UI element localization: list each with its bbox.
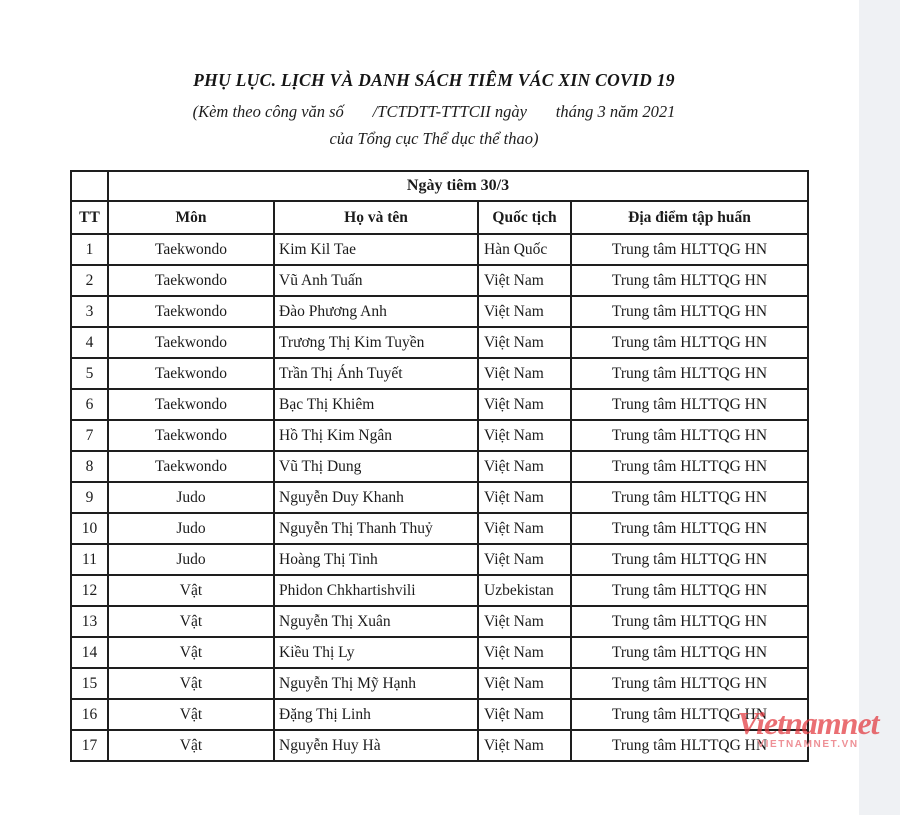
cell-sport: Taekwondo — [108, 451, 274, 482]
cell-tt: 3 — [71, 296, 108, 327]
cell-nationality: Việt Nam — [478, 606, 571, 637]
cell-nationality: Việt Nam — [478, 327, 571, 358]
table-row — [71, 730, 808, 761]
table-row — [71, 575, 808, 606]
cell-name: Bạc Thị Khiêm — [274, 389, 478, 420]
cell-sport: Vật — [108, 575, 274, 606]
cell-sport: Taekwondo — [108, 234, 274, 265]
table-row — [71, 637, 808, 668]
cell-location: Trung tâm HLTTQG HN — [571, 637, 808, 668]
cell-name: Phidon Chkhartishvili — [274, 575, 478, 606]
cell-nationality: Việt Nam — [478, 451, 571, 482]
vietnamnet-site-text: VIETNAMNET.VN — [757, 739, 859, 751]
cell-name: Nguyễn Thị Mỹ Hạnh — [274, 668, 478, 699]
table-row — [71, 420, 808, 451]
cell-sport: Taekwondo — [108, 265, 274, 296]
cell-sport: Taekwondo — [108, 358, 274, 389]
cell-tt: 1 — [71, 234, 108, 265]
table-row — [71, 389, 808, 420]
cell-nationality: Việt Nam — [478, 296, 571, 327]
cell-sport: Vật — [108, 668, 274, 699]
cell-name: Kiều Thị Ly — [274, 637, 478, 668]
table-row — [71, 699, 808, 730]
column-header-location: Địa điểm tập huấn — [571, 201, 808, 234]
cell-location: Trung tâm HLTTQG HN — [571, 513, 808, 544]
cell-location: Trung tâm HLTTQG HN — [571, 389, 808, 420]
cell-location: Trung tâm HLTTQG HN — [571, 234, 808, 265]
cell-nationality: Việt Nam — [478, 637, 571, 668]
document-subtitle-line1: (Kèm theo công văn số /TCTDTT-TTTCII ngày tháng 3 năm 2021 — [192, 102, 676, 121]
document-header — [0, 70, 868, 149]
cell-nationality: Việt Nam — [478, 482, 571, 513]
document-title: PHỤ LỤC. LỊCH VÀ DANH SÁCH TIÊM VÁC XIN COVID 19 — [193, 70, 675, 90]
cell-sport: Vật — [108, 637, 274, 668]
table-head — [71, 171, 808, 234]
cell-nationality: Việt Nam — [478, 668, 571, 699]
cell-sport: Taekwondo — [108, 327, 274, 358]
cell-name: Nguyễn Huy Hà — [274, 730, 478, 761]
table-row — [71, 327, 808, 358]
cell-location: Trung tâm HLTTQG HN — [571, 606, 808, 637]
cell-sport: Taekwondo — [108, 420, 274, 451]
cell-tt: 9 — [71, 482, 108, 513]
cell-nationality: Việt Nam — [478, 699, 571, 730]
vietnamnet-logo: Vietnamnet — [737, 705, 879, 741]
table-row — [71, 668, 808, 699]
cell-nationality: Uzbekistan — [478, 575, 571, 606]
table-row — [71, 234, 808, 265]
cell-sport: Vật — [108, 699, 274, 730]
cell-location: Trung tâm HLTTQG HN — [571, 699, 808, 730]
cell-tt: 12 — [71, 575, 108, 606]
cell-nationality: Việt Nam — [478, 544, 571, 575]
cell-location: Trung tâm HLTTQG HN — [571, 358, 808, 389]
vaccination-table-body — [71, 234, 808, 761]
column-header-tt: TT — [71, 201, 108, 234]
table-row — [71, 482, 808, 513]
cell-name: Kim Kil Tae — [274, 234, 478, 265]
cell-location: Trung tâm HLTTQG HN — [571, 482, 808, 513]
cell-name: Trương Thị Kim Tuyền — [274, 327, 478, 358]
group-header-cell: Ngày tiêm 30/3 — [108, 171, 808, 201]
cell-nationality: Việt Nam — [478, 265, 571, 296]
corner-cell-empty — [71, 171, 108, 201]
cell-tt: 4 — [71, 327, 108, 358]
cell-location: Trung tâm HLTTQG HN — [571, 296, 808, 327]
table-row — [71, 606, 808, 637]
cell-location: Trung tâm HLTTQG HN — [571, 265, 808, 296]
cell-name: Trần Thị Ánh Tuyết — [274, 358, 478, 389]
cell-nationality: Việt Nam — [478, 389, 571, 420]
cell-tt: 16 — [71, 699, 108, 730]
cell-location: Trung tâm HLTTQG HN — [571, 730, 808, 761]
cell-nationality: Việt Nam — [478, 730, 571, 761]
cell-sport: Vật — [108, 606, 274, 637]
cell-location: Trung tâm HLTTQG HN — [571, 451, 808, 482]
cell-name: Nguyễn Duy Khanh — [274, 482, 478, 513]
cell-sport: Judo — [108, 544, 274, 575]
cell-nationality: Việt Nam — [478, 420, 571, 451]
table-row — [71, 265, 808, 296]
cell-sport: Judo — [108, 482, 274, 513]
cell-location: Trung tâm HLTTQG HN — [571, 544, 808, 575]
cell-name: Nguyễn Thị Thanh Thuỷ — [274, 513, 478, 544]
cell-name: Hồ Thị Kim Ngân — [274, 420, 478, 451]
cell-tt: 15 — [71, 668, 108, 699]
document-subtitle-line2: của Tổng cục Thể dục thể thao) — [329, 129, 539, 148]
cell-name: Vũ Thị Dung — [274, 451, 478, 482]
cell-name: Đặng Thị Linh — [274, 699, 478, 730]
cell-sport: Taekwondo — [108, 389, 274, 420]
cell-tt: 2 — [71, 265, 108, 296]
cell-tt: 17 — [71, 730, 108, 761]
group-header-row — [71, 171, 808, 201]
cell-tt: 13 — [71, 606, 108, 637]
column-header-nationality: Quốc tịch — [478, 201, 571, 234]
cell-tt: 7 — [71, 420, 108, 451]
vaccination-table — [70, 170, 809, 762]
cell-sport: Vật — [108, 730, 274, 761]
column-header-name: Họ và tên — [274, 201, 478, 234]
cell-name: Hoàng Thị Tinh — [274, 544, 478, 575]
cell-sport: Judo — [108, 513, 274, 544]
table-row — [71, 296, 808, 327]
column-header-sport: Môn — [108, 201, 274, 234]
cell-location: Trung tâm HLTTQG HN — [571, 420, 808, 451]
cell-tt: 6 — [71, 389, 108, 420]
cell-nationality: Hàn Quốc — [478, 234, 571, 265]
cell-name: Vũ Anh Tuấn — [274, 265, 478, 296]
cell-nationality: Việt Nam — [478, 513, 571, 544]
table-row — [71, 358, 808, 389]
column-header-row — [71, 201, 808, 234]
cell-location: Trung tâm HLTTQG HN — [571, 575, 808, 606]
cell-tt: 11 — [71, 544, 108, 575]
cell-tt: 5 — [71, 358, 108, 389]
table-row — [71, 513, 808, 544]
cell-location: Trung tâm HLTTQG HN — [571, 327, 808, 358]
cell-name: Nguyễn Thị Xuân — [274, 606, 478, 637]
cell-name: Đào Phương Anh — [274, 296, 478, 327]
cell-sport: Taekwondo — [108, 296, 274, 327]
table-row — [71, 544, 808, 575]
cell-location: Trung tâm HLTTQG HN — [571, 668, 808, 699]
table-row — [71, 451, 808, 482]
cell-tt: 14 — [71, 637, 108, 668]
cell-tt: 8 — [71, 451, 108, 482]
cell-nationality: Việt Nam — [478, 358, 571, 389]
cell-tt: 10 — [71, 513, 108, 544]
